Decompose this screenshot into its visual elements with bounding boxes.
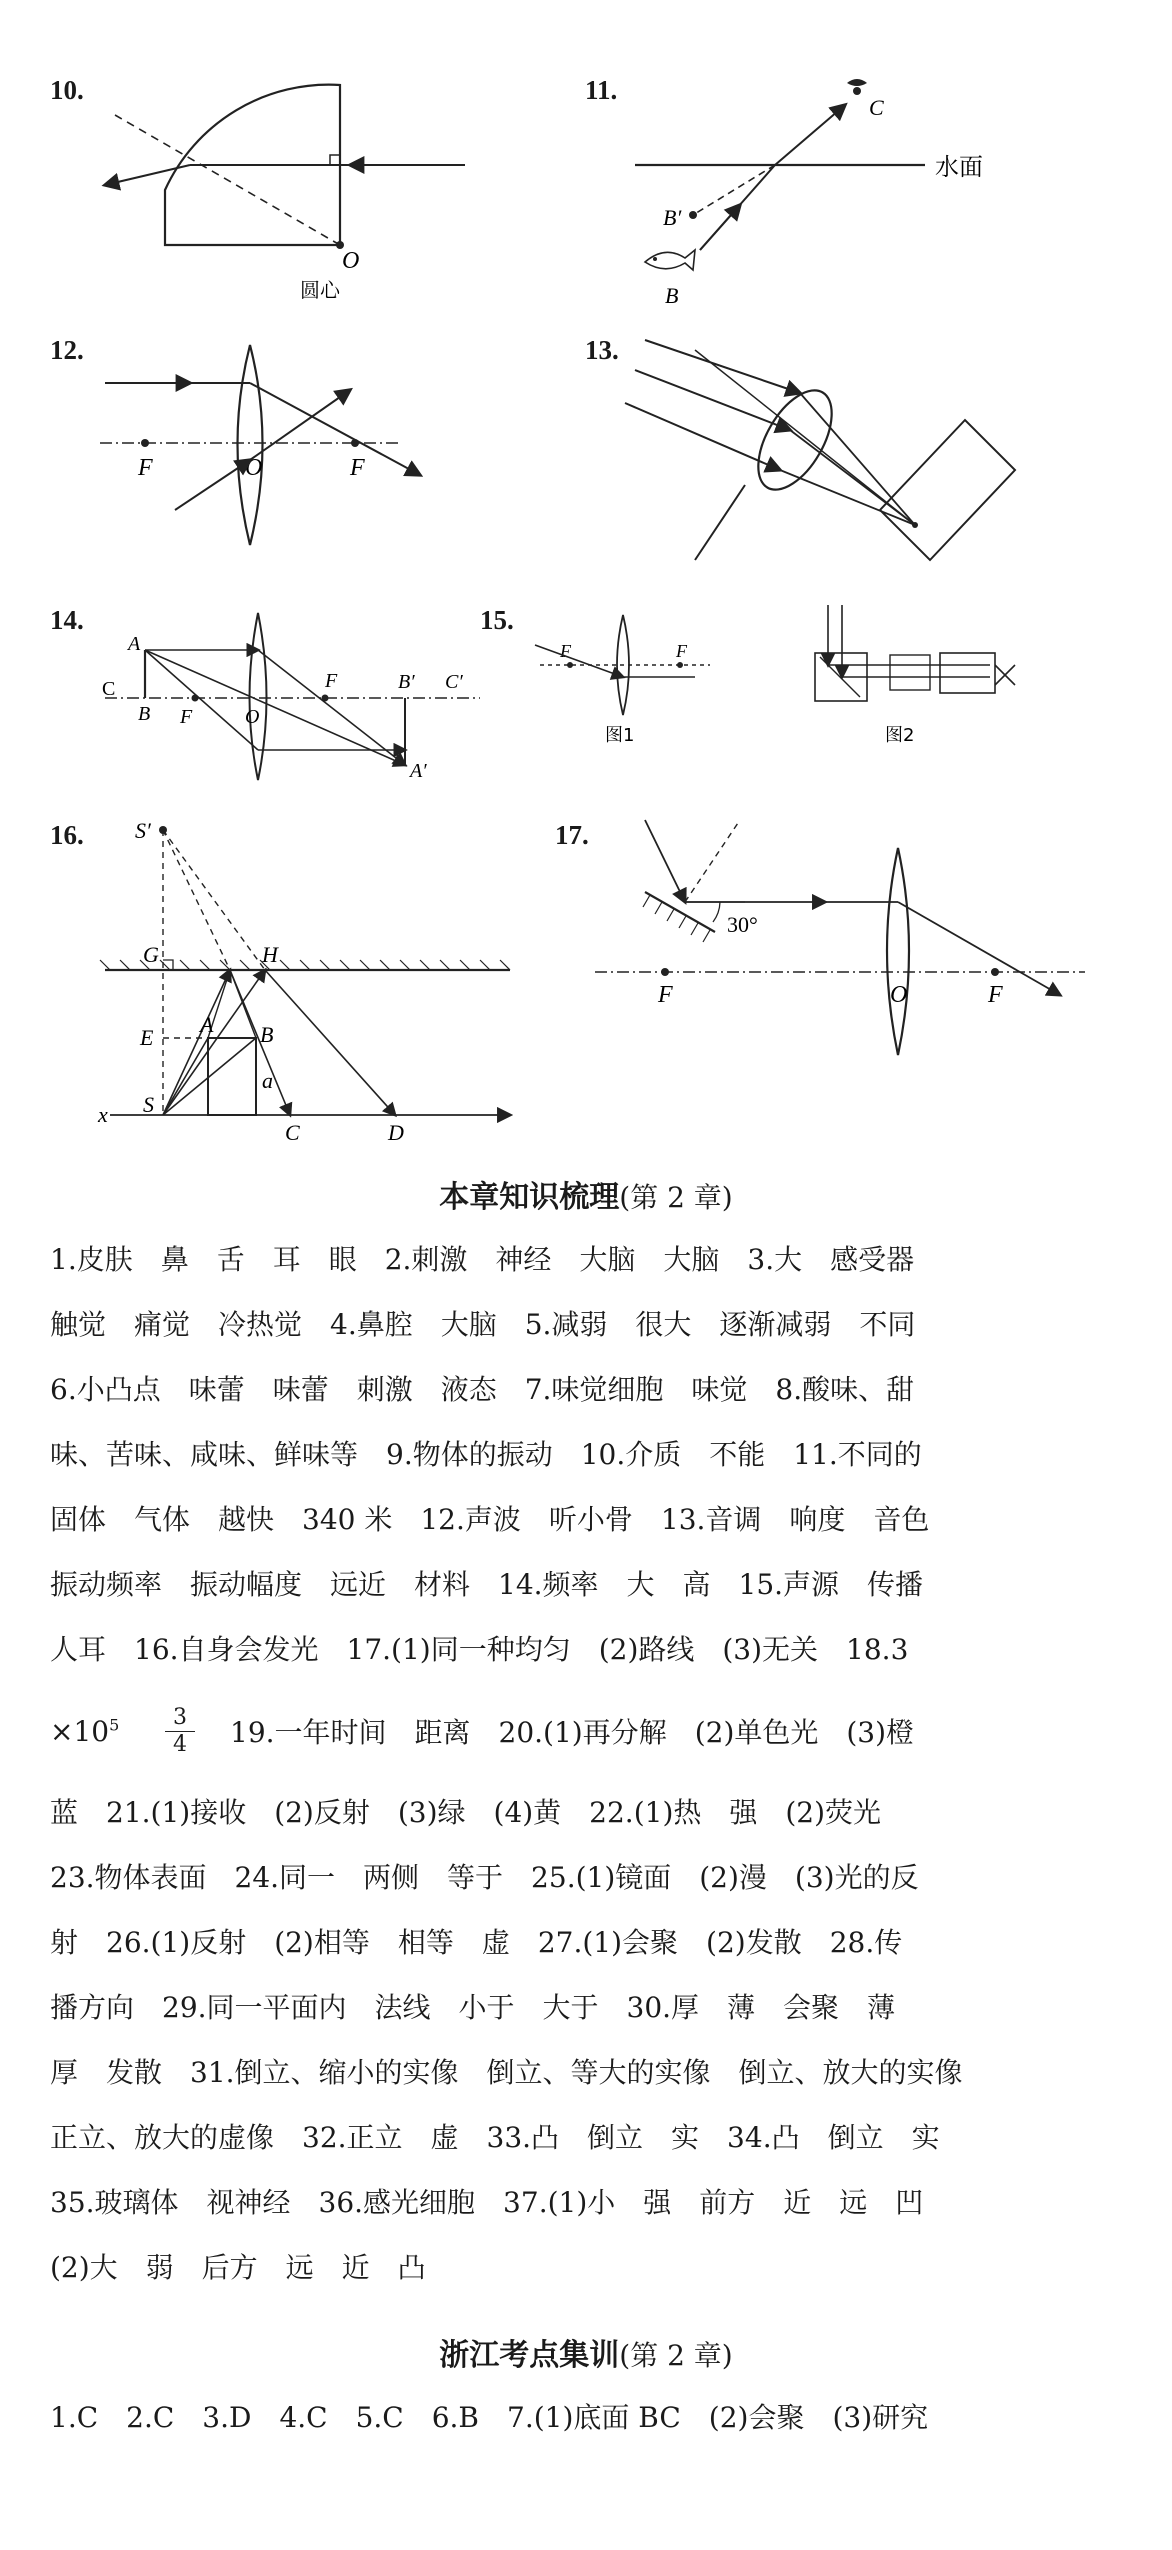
- label-S: S: [143, 1092, 154, 1117]
- figure-12: [50, 335, 470, 565]
- answer-line-8-math: [50, 1705, 250, 1765]
- answer-line-15: 35.玻璃体 视神经 36.感光细胞 37.(1)小 强 前方 近 远 凹: [50, 2186, 924, 2219]
- sci-notation: $\times 10^5$: [50, 1715, 120, 1748]
- caption-fig2: 图2: [885, 725, 915, 746]
- label-C-prime: C′: [445, 671, 463, 693]
- figure-number: 14.: [50, 605, 84, 635]
- convex-lens: [238, 345, 263, 545]
- figure-13: [585, 335, 1025, 575]
- label-G: G: [143, 942, 159, 967]
- figure-number: 15.: [480, 605, 514, 635]
- answer-line-11: 射 26.(1)反射 (2)相等 相等 虚 27.(1)会聚 (2)发散 28.传: [50, 1926, 903, 1959]
- label-F1: F: [138, 455, 153, 481]
- answer-line-1: 1.皮肤 鼻 舌 耳 眼 2.刺激 神经 大脑 大脑 3.大 感受器: [50, 1243, 915, 1276]
- label-B: B: [665, 283, 679, 308]
- answer-line-2: 触觉 痛觉 冷热觉 4.鼻腔 大脑 5.减弱 很大 逐渐减弱 不同: [50, 1308, 916, 1341]
- label-F2: F: [325, 670, 338, 692]
- label-O: O: [245, 455, 263, 481]
- figure-16: [50, 818, 530, 1145]
- label-C: C: [102, 678, 116, 700]
- label-F2: F: [676, 641, 687, 661]
- figure-17: [555, 820, 1095, 1080]
- figure-15-diagram: [480, 605, 1080, 755]
- answer-line-7: 人耳 16.自身会发光 17.(1)同一种均匀 (2)路线 (3)无关 18.3: [50, 1633, 909, 1666]
- figure-10-diagram: [50, 75, 470, 305]
- section-title-zhejiang-training: 浙江考点集训(第 2 章): [439, 2338, 733, 2373]
- label-B: B: [260, 1022, 274, 1047]
- label-B-prime: B′: [398, 671, 415, 693]
- answer-line-3: 6.小凸点 味蕾 味蕾 刺激 液态 7.味觉细胞 味觉 8.酸味、甜: [50, 1373, 915, 1406]
- figure-16-diagram: [50, 818, 530, 1145]
- label-O: O: [890, 982, 908, 1008]
- label-O: O: [245, 706, 260, 728]
- figure-15: [480, 605, 1080, 755]
- label-F1: F: [658, 982, 673, 1008]
- label-S-prime: S′: [135, 818, 151, 843]
- label-A-prime: A′: [410, 760, 427, 782]
- figure-number: 16.: [50, 820, 84, 850]
- figure-number: 12.: [50, 335, 84, 365]
- answer-line-8: 19.一年时间 距离 20.(1)再分解 (2)单色光 (3)橙: [230, 1716, 915, 1749]
- eye-icon: [847, 79, 867, 86]
- label-B-prime: B′: [663, 205, 682, 230]
- answer-line-zj-1: 1.C 2.C 3.D 4.C 5.C 6.B 7.(1)底面 BC (2)会聚 (3)研究: [50, 2401, 929, 2434]
- answer-line-13: 厚 发散 31.倒立、缩小的实像 倒立、等大的实像 倒立、放大的实像: [50, 2056, 963, 2089]
- figure-17-diagram: [555, 820, 1095, 1080]
- answer-line-12: 播方向 29.同一平面内 法线 小于 大于 30.厚 薄 会聚 薄: [50, 1991, 896, 2024]
- label-F2: F: [988, 982, 1003, 1008]
- answer-line-5: 固体 气体 越快 340 米 12.声波 听小骨 13.音调 响度 音色: [50, 1503, 930, 1536]
- figure-12-diagram: [50, 335, 470, 565]
- label-A: A: [128, 633, 141, 655]
- caption-fig1: 图1: [605, 725, 635, 746]
- label-A: A: [200, 1012, 214, 1037]
- label-H: H: [262, 942, 278, 967]
- label-water-surface: 水面: [935, 153, 983, 181]
- label-E: E: [140, 1025, 154, 1050]
- label-a: a: [262, 1068, 273, 1093]
- figure-number: 10.: [50, 75, 84, 105]
- section-title-chapter-summary: 本章知识梳理(第 2 章): [439, 1180, 733, 1215]
- label-x: x: [98, 1102, 108, 1127]
- convex-lens: [887, 848, 909, 1055]
- label-center: 圆心: [300, 278, 340, 302]
- fish-icon: [645, 250, 695, 270]
- answer-line-4: 味、苦味、咸味、鲜味等 9.物体的振动 10.介质 不能 11.不同的: [50, 1438, 922, 1471]
- label-angle: 30°: [727, 912, 758, 937]
- answer-line-6: 振动频率 振动幅度 远近 材料 14.频率 大 高 15.声源 传播: [50, 1568, 924, 1601]
- figure-13-diagram: [585, 335, 1025, 575]
- label-C: C: [285, 1120, 300, 1145]
- label-B: B: [138, 703, 151, 725]
- fraction: 3 4: [165, 1705, 195, 1758]
- screen: [880, 420, 1015, 560]
- answer-line-16: (2)大 弱 后方 远 近 凸: [50, 2251, 426, 2284]
- figure-10: [50, 75, 470, 305]
- label-F2: F: [350, 455, 365, 481]
- answer-line-9: 蓝 21.(1)接收 (2)反射 (3)绿 (4)黄 22.(1)热 强 (2)荧光: [50, 1796, 882, 1829]
- label-C: C: [869, 95, 884, 120]
- label-F1: F: [560, 641, 571, 661]
- figure-number: 17.: [555, 820, 589, 850]
- label-F1: F: [180, 706, 193, 728]
- label-O: O: [342, 248, 360, 274]
- figure-14: [50, 605, 490, 785]
- answer-line-14: 正立、放大的虚像 32.正立 虚 33.凸 倒立 实 34.凸 倒立 实: [50, 2121, 940, 2154]
- figure-number: 11.: [585, 75, 618, 105]
- answer-line-10: 23.物体表面 24.同一 两侧 等于 25.(1)镜面 (2)漫 (3)光的反: [50, 1861, 919, 1894]
- figure-14-diagram: [50, 605, 490, 785]
- figure-11: [585, 75, 1105, 315]
- figure-11-diagram: [585, 75, 1105, 315]
- label-D: D: [388, 1120, 404, 1145]
- figure-number: 13.: [585, 335, 619, 365]
- convex-lens: [743, 378, 846, 501]
